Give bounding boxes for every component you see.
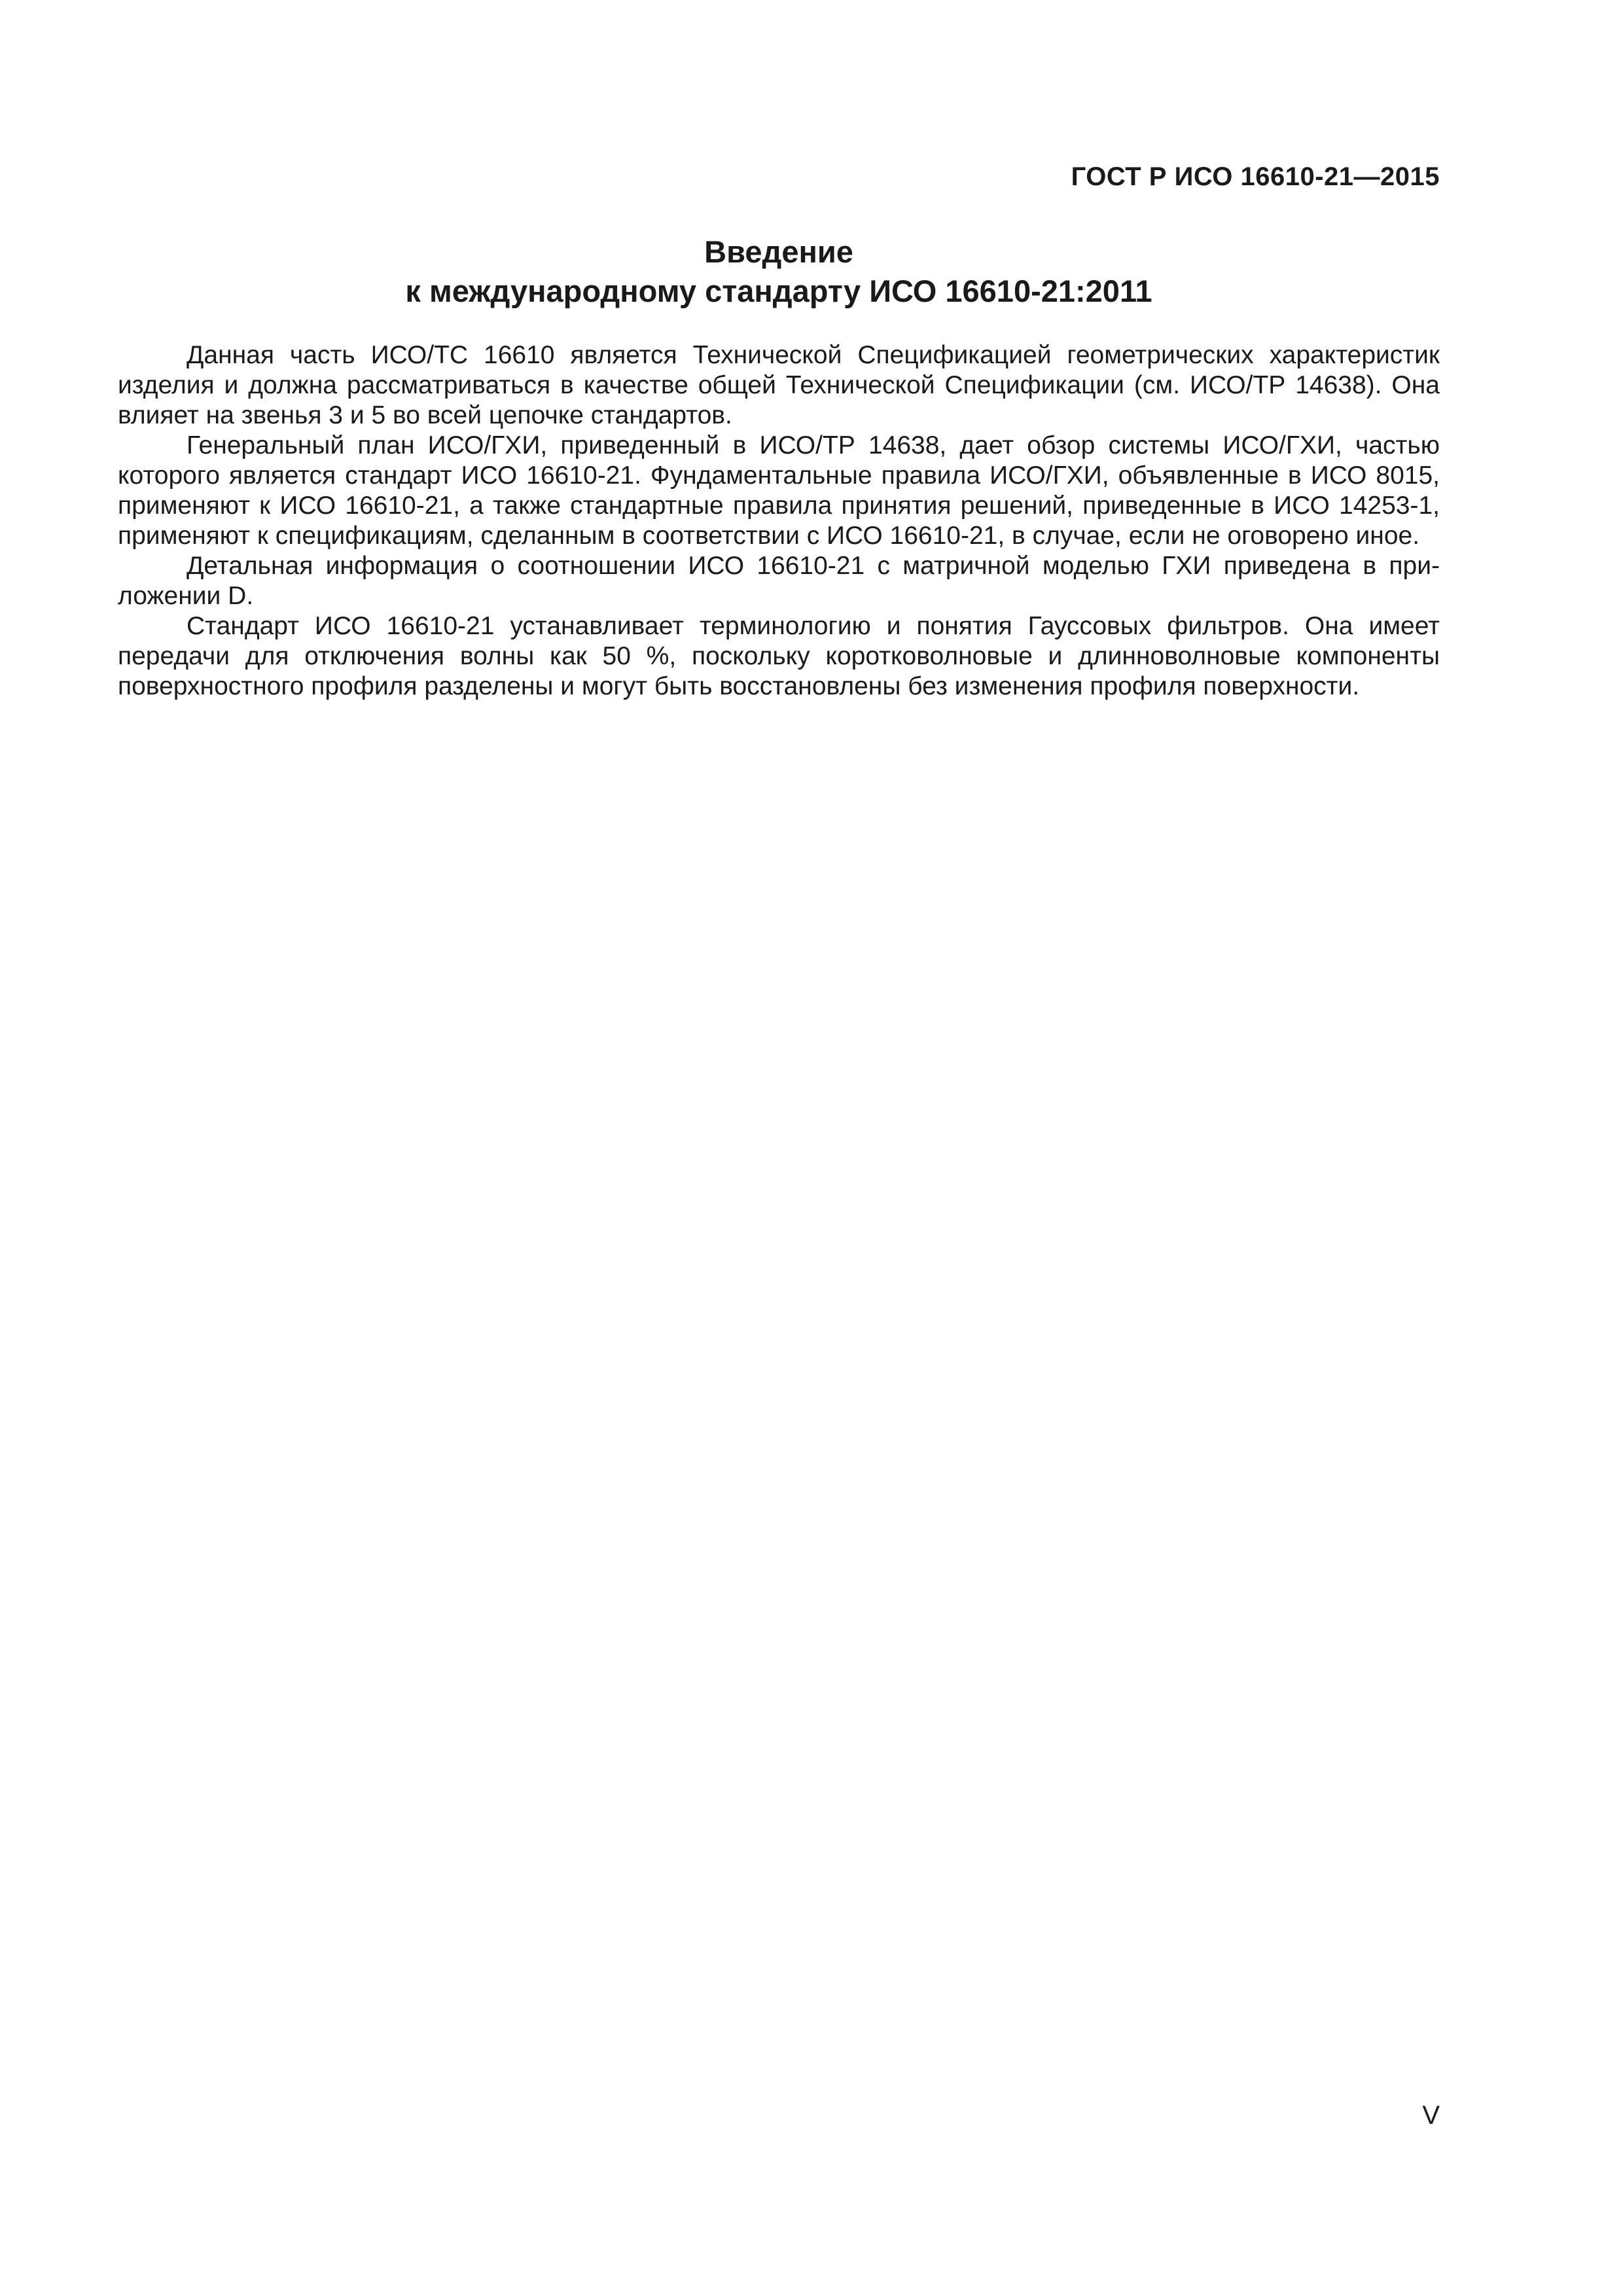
section-title <box>118 232 1440 311</box>
paragraph-4: Стандарт ИСО 16610-21 устанавливает терминологию и понятия Гауссовых фильтров. Она имеет передачи для отключения волны как 50 %, поскольку коротковолновые и длинноволновые компоненты поверхностного профиля разделены и могут быть восстановлены без изменения профиля поверхности. <box>118 612 1440 700</box>
section-title-line-1: Введение <box>704 234 853 269</box>
body-text <box>118 340 1440 702</box>
paragraph-1: Данная часть ИСО/ТС 16610 является Технической Спецификацией геометрических характеристик изделия и должна рассматриваться в качестве общей Технической Спецификации (см. ИСО/ТР 14638). Она влияет на звенья 3 и 5 во всей цепочке стандартов. <box>118 341 1440 429</box>
section-title-line-2: к международному стандарту ИСО 16610-21:2011 <box>405 274 1152 308</box>
paragraph-3: Детальная информация о соотношении ИСО 16610-21 с матричной моделью ГХИ приведена в приложении D. <box>118 552 1440 610</box>
page-number: V <box>1422 2101 1440 2130</box>
paragraph-2: Генеральный план ИСО/ГХИ, приведенный в ИСО/ТР 14638, дает обзор системы ИСО/ГХИ, частью которого является стандарт ИСО 16610-21. Фундаментальные правила ИСО/ГХИ, объявленные в ИСО 8015, применяют к ИСО 16610-21, а также стандартные правила принятия решений, приведенные в ИСО 14253-1, применяют к спецификациям, сделанным в соответствии с ИСО 16610-21, в случае, если не оговорено иное. <box>118 431 1440 550</box>
document-code-header: ГОСТ Р ИСО 16610-21—2015 <box>1071 162 1440 191</box>
